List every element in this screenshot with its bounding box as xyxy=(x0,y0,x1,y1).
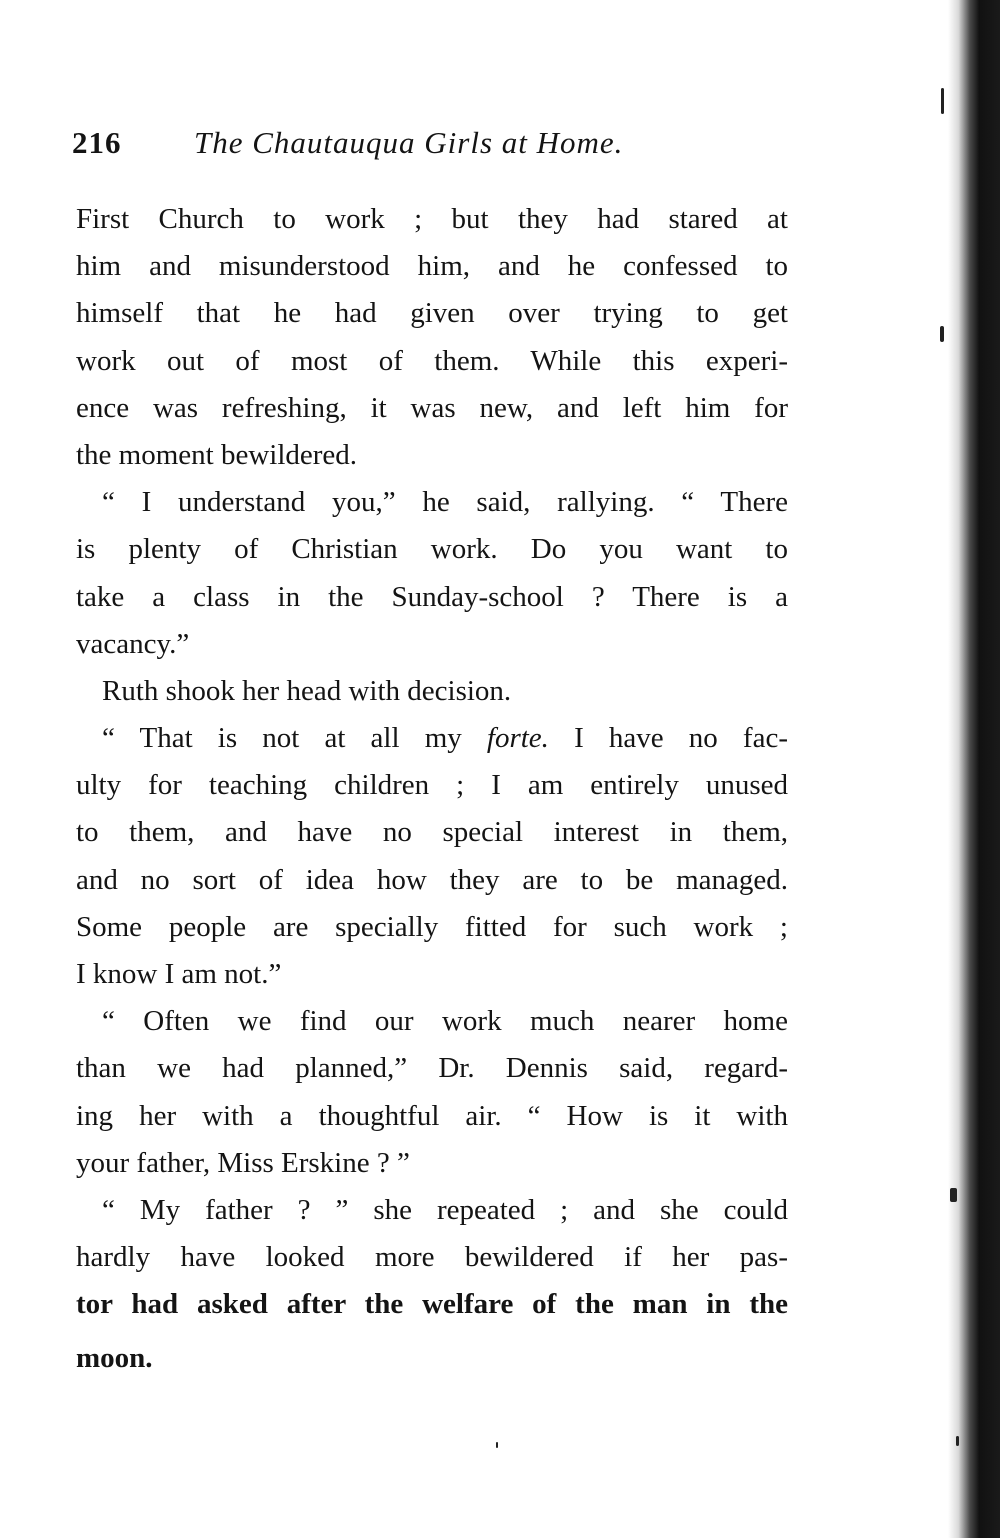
body-text xyxy=(76,196,788,1382)
text-line: work out of most of them. While this experi- xyxy=(76,344,788,377)
text-line: “ Often we find our work much nearer home xyxy=(102,1005,788,1038)
text-line-with-italic xyxy=(76,715,788,762)
text-segment: I have no fac- xyxy=(548,722,788,755)
text-line: ence was refreshing, it was new, and left him for xyxy=(76,391,788,424)
text-line: is plenty of Christian work. Do you want to xyxy=(76,533,788,566)
text-line: vacancy.” xyxy=(76,627,190,660)
text-line: tor had asked after the welfare of the man in the xyxy=(76,1288,788,1321)
binding-mark xyxy=(940,326,944,342)
text-line: your father, Miss Erskine ? ” xyxy=(76,1146,410,1179)
italic-word: forte. xyxy=(486,722,549,755)
book-title: The Chautauqua Girls at Home. xyxy=(194,125,624,160)
binding-mark xyxy=(496,1442,498,1448)
text-line: I know I am not.” xyxy=(76,958,282,990)
binding-mark xyxy=(956,1436,959,1446)
text-line: “ My father ? ” she repeated ; and she could xyxy=(102,1193,788,1226)
binding-mark xyxy=(950,1188,957,1202)
text-line: ulty for teaching children ; I am entirely unused xyxy=(76,769,788,802)
text-line: hardly have looked more bewildered if her pas- xyxy=(76,1241,788,1274)
text-line: ing her with a thoughtful air. “ How is it with xyxy=(76,1099,788,1132)
page-number: 216 xyxy=(72,125,122,160)
text-line: moon. xyxy=(76,1341,153,1374)
text-line: to them, and have no special interest in them, xyxy=(76,816,788,849)
text-line: take a class in the Sunday-school ? There is a xyxy=(76,580,788,613)
text-line: and no sort of idea how they are to be managed. xyxy=(76,863,788,896)
binding-mark xyxy=(941,88,944,114)
text-line: Some people are specially fitted for such work ; xyxy=(76,910,788,943)
text-line: than we had planned,” Dr. Dennis said, regard- xyxy=(76,1052,788,1085)
text-line: the moment bewildered. xyxy=(76,438,358,471)
text-segment: “ That is not at all my xyxy=(102,722,487,755)
text-line: Ruth shook her head with decision. xyxy=(102,674,512,707)
text-line: him and misunderstood him, and he confessed to xyxy=(76,250,788,283)
page-binding-edge xyxy=(948,0,1000,1538)
text-line: “ I understand you,” he said, rallying. “ There xyxy=(102,486,788,519)
text-line: First Church to work ; but they had stared at xyxy=(76,203,788,235)
running-head xyxy=(72,118,712,168)
text-line: himself that he had given over trying to get xyxy=(76,297,788,330)
